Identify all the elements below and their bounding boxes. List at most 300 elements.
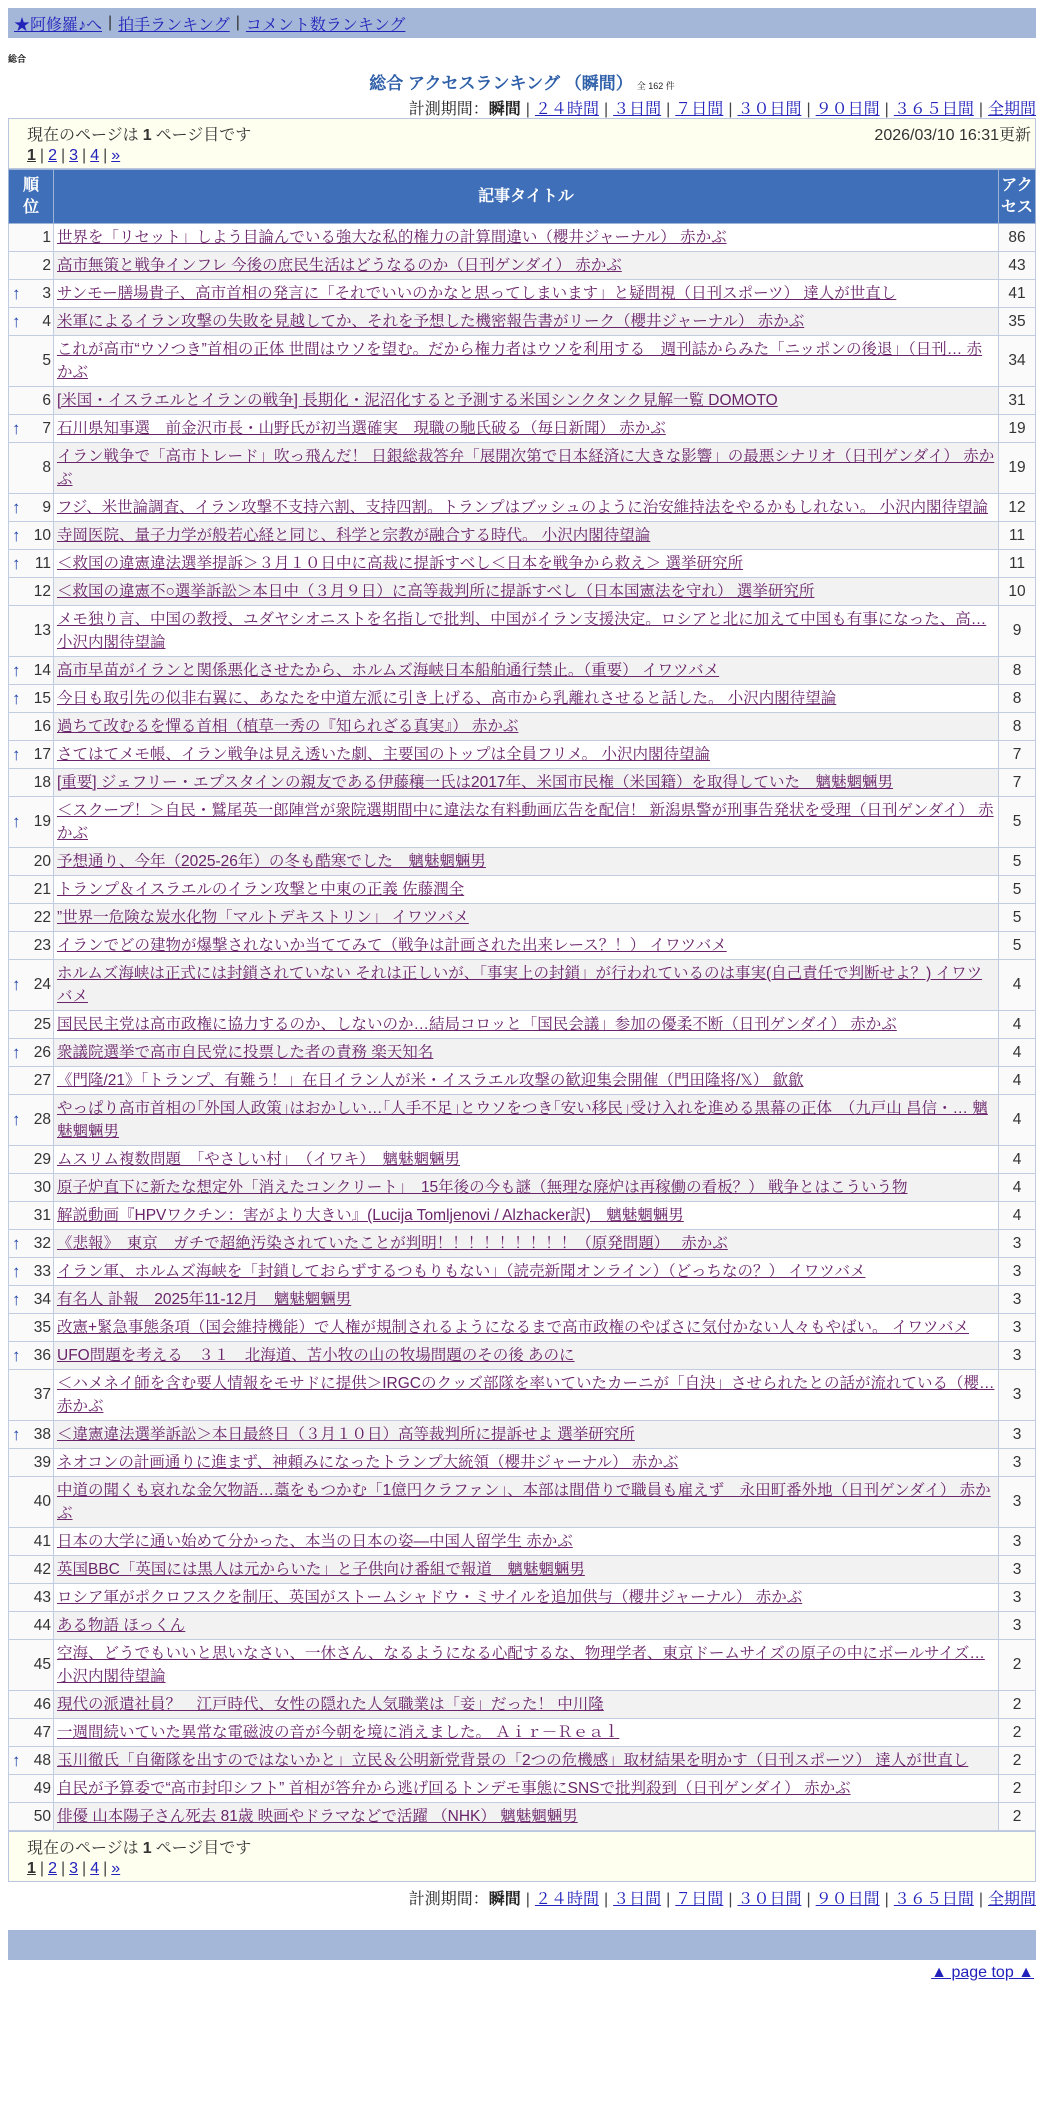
access-count: 19 bbox=[999, 443, 1036, 494]
article-link[interactable]: ロシア軍がポクロフスクを制圧、英国がストームシャドウ・ミサイルを追加供与（櫻井ジャーナル） 赤かぶ bbox=[57, 1589, 803, 1606]
page-link[interactable]: 3 bbox=[69, 1860, 79, 1877]
period-separator: | bbox=[525, 101, 530, 118]
table-row bbox=[9, 308, 1036, 336]
table-row bbox=[9, 415, 1036, 443]
table-row bbox=[9, 387, 1036, 415]
rank-cell bbox=[9, 1146, 54, 1174]
comment-ranking-link[interactable]: コメント数ランキング bbox=[245, 16, 406, 34]
article-link[interactable]: 中道の聞くも哀れな金欠物語…藁をもつかむ「1億円クラファン」、本部は間借りで職員も雇えず 永田町番外地（日刊ゲンダイ） 赤かぶ bbox=[57, 1482, 991, 1522]
period-selector-top bbox=[0, 96, 1044, 118]
rank-cell bbox=[9, 1230, 54, 1258]
title-cell bbox=[54, 769, 999, 797]
rank-number: 11 bbox=[34, 554, 51, 572]
title-cell bbox=[54, 1719, 999, 1747]
period-separator: | bbox=[978, 101, 983, 118]
table-row bbox=[9, 1286, 1036, 1314]
access-count: 3 bbox=[999, 1477, 1036, 1528]
access-count: 5 bbox=[999, 904, 1036, 932]
table-row bbox=[9, 876, 1036, 904]
access-count: 5 bbox=[999, 848, 1036, 876]
period-current: 瞬間 bbox=[488, 101, 521, 118]
page-separator: | bbox=[82, 147, 87, 164]
article-link[interactable]: 原子炉直下に新たな想定外「消えたコンクリート」 15年後の今も謎（無理な廃炉は再稼働の看板？） 戦争とはこういう物 bbox=[57, 1179, 908, 1196]
access-count: 4 bbox=[999, 1202, 1036, 1230]
rank-cell bbox=[9, 252, 54, 280]
table-row bbox=[9, 1067, 1036, 1095]
period-option-link[interactable]: ３６５日間 bbox=[893, 101, 974, 118]
access-count: 43 bbox=[999, 252, 1036, 280]
title-cell bbox=[54, 224, 999, 252]
article-link[interactable]: 国民民主党は高市政権に協力するのか、しないのか…結局コロッと「国民会議」参加の優柔不断（日刊ゲンダイ） 赤かぶ bbox=[57, 1016, 897, 1033]
table-row bbox=[9, 1039, 1036, 1067]
period-option-link[interactable]: ７日間 bbox=[675, 101, 724, 118]
access-count: 4 bbox=[999, 1067, 1036, 1095]
rank-number: 7 bbox=[42, 419, 51, 437]
article-link[interactable]: サンモー膳場貴子、高市首相の発言に「それでいいのかなと思ってしまいます」と疑問視（日刊スポーツ） 達人が世直し bbox=[57, 285, 897, 302]
title-cell bbox=[54, 1421, 999, 1449]
period-separator: | bbox=[884, 1891, 889, 1908]
article-link[interactable]: ある物語 ほっくん bbox=[57, 1617, 186, 1634]
rank-cell bbox=[9, 606, 54, 657]
title-cell bbox=[54, 1449, 999, 1477]
rank-number: 25 bbox=[33, 1015, 51, 1033]
article-link[interactable]: 寺岡医院、量子力学が般若心経と同じ、科学と宗教が融合する時代。 小沢内閣待望論 bbox=[57, 527, 651, 544]
title-cell bbox=[54, 1640, 999, 1691]
rank-cell bbox=[9, 1421, 54, 1449]
rank-cell bbox=[9, 685, 54, 713]
access-count: 3 bbox=[999, 1449, 1036, 1477]
rank-up-arrow-icon: ↑ bbox=[12, 1233, 21, 1253]
title-cell bbox=[54, 1314, 999, 1342]
period-option-link[interactable]: ３０日間 bbox=[737, 1891, 802, 1908]
article-link[interactable]: これが高市“ウソつき”首相の正体 世間はウソを望む。だから権力者はウソを利用する 週刊誌からみた「ニッポンの後退」（日刊… 赤かぶ bbox=[57, 341, 983, 381]
rank-number: 34 bbox=[33, 1290, 51, 1308]
rank-number: 20 bbox=[33, 852, 51, 870]
article-link[interactable]: 過ちて改むるを憚る首相（植草一秀の『知られざる真実』） 赤かぶ bbox=[57, 718, 519, 735]
article-link[interactable]: 今日も取引先の似非右翼に、あなたを中道左派に引き上げる、高市から乳離れさせると話した。 小沢内閣待望論 bbox=[57, 690, 837, 707]
access-count: 5 bbox=[999, 932, 1036, 960]
title-cell bbox=[54, 1584, 999, 1612]
rank-number: 33 bbox=[33, 1262, 51, 1280]
rank-number: 29 bbox=[33, 1150, 51, 1168]
table-row bbox=[9, 685, 1036, 713]
page-separator: | bbox=[60, 1860, 66, 1877]
title-cell bbox=[54, 1370, 999, 1421]
clap-ranking-link[interactable]: 拍手ランキング bbox=[118, 16, 230, 34]
article-link[interactable]: 英国BBC「英国には黒人は元からいた」と子供向け番組で報道 魑魅魍魎男 bbox=[57, 1561, 585, 1578]
rank-cell bbox=[9, 1528, 54, 1556]
article-link[interactable]: 現代の派遣社員？ 江戸時代、女性の隠れた人気職業は「妾」だった！ 中川隆 bbox=[57, 1696, 604, 1713]
rank-number: 5 bbox=[42, 352, 51, 369]
period-option-link[interactable]: 全期間 bbox=[987, 1891, 1036, 1908]
access-count: 3 bbox=[999, 1528, 1036, 1556]
article-link[interactable]: 俳優 山本陽子さん死去 81歳 映画やドラマなどで活躍 （NHK） 魑魅魍魎男 bbox=[57, 1808, 578, 1825]
access-count: 8 bbox=[999, 657, 1036, 685]
title-cell bbox=[54, 550, 999, 578]
rank-up-arrow-icon: ↑ bbox=[12, 660, 21, 680]
title-cell bbox=[54, 1011, 999, 1039]
rank-number: 26 bbox=[33, 1043, 51, 1061]
page-separator: | bbox=[82, 1860, 87, 1877]
article-link[interactable]: 自民が予算委で“高市封印シフト” 首相が答弁から逃げ回るトンデモ事態にSNSで批判殺到（日刊ゲンダイ） 赤かぶ bbox=[57, 1780, 851, 1797]
page-link[interactable]: 4 bbox=[90, 147, 100, 164]
page-link[interactable]: 2 bbox=[48, 147, 57, 164]
article-link[interactable]: 石川県知事選 前金沢市長・山野氏が初当選確実 現職の馳氏破る（毎日新聞） 赤かぶ bbox=[57, 420, 666, 437]
rank-cell bbox=[9, 1640, 54, 1691]
access-count: 5 bbox=[999, 876, 1036, 904]
rank-up-arrow-icon: ↑ bbox=[12, 553, 21, 573]
rank-up-arrow-icon: ↑ bbox=[12, 311, 21, 331]
table-row bbox=[9, 713, 1036, 741]
table-row bbox=[9, 848, 1036, 876]
title-cell bbox=[54, 797, 999, 848]
access-count: 9 bbox=[999, 606, 1036, 657]
title-cell bbox=[54, 494, 999, 522]
table-row bbox=[9, 522, 1036, 550]
title-cell bbox=[54, 1477, 999, 1528]
rank-number: 19 bbox=[33, 813, 51, 830]
period-option-link[interactable]: ７日間 bbox=[675, 1891, 724, 1908]
article-link[interactable]: 一週間続いていた異常な電磁波の音が今朝を境に消えました。 Ａｉｒ－Ｒｅａｌ bbox=[57, 1724, 620, 1741]
page-top-link[interactable]: ▲ page top ▲ bbox=[931, 1964, 1034, 1981]
rank-cell bbox=[9, 415, 54, 443]
page-link[interactable]: 2 bbox=[48, 1860, 57, 1877]
rank-number: 10 bbox=[33, 526, 51, 544]
rank-number: 9 bbox=[42, 498, 51, 516]
access-count: 7 bbox=[999, 769, 1036, 797]
article-link[interactable]: 高市無策と戦争インフレ 今後の庶民生活はどうなるのか（日刊ゲンダイ） 赤かぶ bbox=[57, 257, 622, 274]
page-separator: | bbox=[39, 147, 45, 164]
article-link[interactable]: さてはてメモ帳、イラン戦争は見え透いた劇、主要国のトップは全員フリメ。 小沢内閣待望論 bbox=[57, 746, 710, 763]
rank-header-text: 順位 bbox=[22, 176, 39, 216]
access-count: 35 bbox=[999, 308, 1036, 336]
rank-up-arrow-icon: ↑ bbox=[12, 744, 21, 764]
total-count: 全 162 件 bbox=[636, 81, 675, 91]
article-link[interactable]: [重要] ジェフリー・エプスタインの親友である伊藤穰一氏は2017年、米国市民権（米国籍）を取得していた 魑魅魍魎男 bbox=[57, 774, 894, 791]
pager-top bbox=[8, 118, 1036, 169]
rank-number: 45 bbox=[33, 1656, 51, 1673]
title-column-header: 記事タイトル bbox=[54, 170, 999, 224]
article-link[interactable]: ”世界一危険な炭水化物「マルトデキストリン」 イワツバメ bbox=[57, 909, 469, 926]
period-option-link[interactable]: ９０日間 bbox=[815, 101, 880, 118]
table-row bbox=[9, 769, 1036, 797]
article-link[interactable]: UFO問題を考える ３１ 北海道、苫小牧の山の牧場問題のその後 あのに bbox=[57, 1347, 575, 1364]
period-separator: | bbox=[666, 1891, 671, 1908]
title-cell bbox=[54, 1230, 999, 1258]
table-row bbox=[9, 1174, 1036, 1202]
top-nav-bar bbox=[8, 8, 1036, 38]
article-link[interactable]: ＜違憲違法選挙訴訟＞本日最終日（３月１０日）高等裁判所に提訴せよ 選挙研究所 bbox=[57, 1426, 635, 1443]
table-row bbox=[9, 1421, 1036, 1449]
access-count: 3 bbox=[999, 1421, 1036, 1449]
access-header-text: アクセス bbox=[1001, 176, 1034, 216]
access-count: 4 bbox=[999, 960, 1036, 1011]
rank-cell bbox=[9, 522, 54, 550]
page-separator: | bbox=[103, 147, 108, 164]
period-option-link[interactable]: ３０日間 bbox=[737, 101, 802, 118]
rank-cell bbox=[9, 1719, 54, 1747]
access-count: 7 bbox=[999, 741, 1036, 769]
access-count: 3 bbox=[999, 1314, 1036, 1342]
rank-cell bbox=[9, 578, 54, 606]
title-cell bbox=[54, 606, 999, 657]
current-page-suffix: ページ目です bbox=[155, 127, 252, 144]
period-option-link[interactable]: ３６５日間 bbox=[893, 1891, 974, 1908]
rank-number: 28 bbox=[33, 1111, 51, 1128]
access-count: 41 bbox=[999, 280, 1036, 308]
article-link[interactable]: 日本の大学に通い始めて分かった、本当の日本の姿—中国人留学生 赤かぶ bbox=[57, 1533, 573, 1550]
title-cell bbox=[54, 308, 999, 336]
table-row bbox=[9, 1370, 1036, 1421]
page-current: 1 bbox=[27, 1860, 36, 1877]
rank-number: 41 bbox=[33, 1532, 51, 1550]
period-separator: | bbox=[806, 1891, 811, 1908]
table-row bbox=[9, 1477, 1036, 1528]
article-link[interactable]: フジ、米世論調査、イラン攻撃不支持六割、支持四割。トランプはブッシュのように治安維持法をやるかもしれない。 小沢内閣待望論 bbox=[57, 499, 989, 516]
rank-cell bbox=[9, 1449, 54, 1477]
rank-cell bbox=[9, 1039, 54, 1067]
title-cell bbox=[54, 415, 999, 443]
rank-number: 17 bbox=[33, 745, 51, 763]
title-cell bbox=[54, 1612, 999, 1640]
article-link[interactable]: やっぱり高市首相の｢外国人政策｣はおかしい…｢人手不足｣とウソをつき｢安い移民｣受け入れを進める黒幕の正体 （九戸山 昌信・… 魑魅魍魎男 bbox=[57, 1100, 988, 1140]
article-link[interactable]: 解説動画『HPVワクチン：害がより大きい』(Lucija Tomljenovi / Alzhacker訳) 魑魅魍魎男 bbox=[57, 1207, 684, 1224]
rank-number: 8 bbox=[42, 459, 51, 476]
article-link[interactable]: 玉川徹氏「自衛隊を出すのではないかと」立民＆公明新党背景の「2つの危機感」取材結果を明かす（日刊スポーツ） 達人が世直し bbox=[57, 1752, 969, 1769]
title-cell bbox=[54, 1528, 999, 1556]
current-page-text bbox=[27, 1835, 1027, 1858]
period-separator: | bbox=[978, 1891, 983, 1908]
page-links bbox=[27, 1860, 1027, 1878]
rank-number: 42 bbox=[33, 1560, 51, 1578]
title-cell bbox=[54, 876, 999, 904]
rank-cell bbox=[9, 280, 54, 308]
table-row bbox=[9, 932, 1036, 960]
period-label: 計測期間： bbox=[408, 1891, 489, 1908]
page-separator: | bbox=[103, 1860, 108, 1877]
rank-number: 15 bbox=[33, 689, 51, 707]
article-link[interactable]: 衆議院選挙で高市自民党に投票した者の責務 楽天知名 bbox=[57, 1044, 434, 1061]
current-page-suffix: ページ目です bbox=[155, 1840, 252, 1857]
rank-number: 23 bbox=[33, 936, 51, 954]
table-row bbox=[9, 1584, 1036, 1612]
table-row bbox=[9, 443, 1036, 494]
table-row bbox=[9, 1556, 1036, 1584]
table-row bbox=[9, 1691, 1036, 1719]
title-cell bbox=[54, 1286, 999, 1314]
rank-number: 2 bbox=[42, 256, 51, 274]
article-link[interactable]: ＜スクープ！＞自民・鷲尾英一郎陣営が衆院選期間中に違法な有料動画広告を配信！ 新潟県警が刑事告発状を受理（日刊ゲンダイ） 赤かぶ bbox=[57, 802, 994, 842]
table-row bbox=[9, 550, 1036, 578]
article-link[interactable]: 改憲+緊急事態条項（国会維持機能）で人権が規制されるようになるまで高市政権のやばさに気付かない人々もやばい。 イワツバメ bbox=[57, 1319, 970, 1336]
article-link[interactable]: 《門隆/21》「トランプ、有難う！」在日イラン人が米・イスラエル攻撃の歓迎集会開催（門田隆将/𝕏） 歙歙 bbox=[57, 1072, 804, 1089]
rank-number: 49 bbox=[33, 1779, 51, 1797]
article-link[interactable]: 米軍によるイラン攻撃の失敗を見越してか、それを予想した機密報告書がリーク（櫻井ジャーナル） 赤かぶ bbox=[57, 313, 805, 330]
rank-cell bbox=[9, 1775, 54, 1803]
bottom-bar bbox=[8, 1930, 1036, 1960]
title-cell bbox=[54, 1747, 999, 1775]
article-link[interactable]: トランプ＆イスラエルのイラン攻撃と中東の正義 佐藤潤全 bbox=[57, 881, 465, 898]
table-row bbox=[9, 904, 1036, 932]
access-count: 34 bbox=[999, 336, 1036, 387]
period-option-link[interactable]: ２４時間 bbox=[534, 101, 599, 118]
ranking-table bbox=[8, 169, 1036, 1831]
rank-cell bbox=[9, 550, 54, 578]
title-cell bbox=[54, 1258, 999, 1286]
nav-separator: | bbox=[235, 14, 240, 31]
nav-separator: | bbox=[108, 14, 113, 31]
rank-number: 3 bbox=[42, 284, 51, 302]
title-cell bbox=[54, 1146, 999, 1174]
title-cell bbox=[54, 578, 999, 606]
rank-cell bbox=[9, 1556, 54, 1584]
article-link[interactable]: 空海、どうでもいいと思いなさい、一休さん、なるようになる心配するな、物理学者、東京ドームサイズの原子の中にボールサイズ… 小沢内閣待望論 bbox=[57, 1645, 985, 1685]
title-cell bbox=[54, 1174, 999, 1202]
access-count: 3 bbox=[999, 1584, 1036, 1612]
article-link[interactable]: イラン戦争で「高市トレード」吹っ飛んだ！ 日銀総裁答弁「展開次第で日本経済に大きな影響」の最悪シナリオ（日刊ゲンダイ） 赤かぶ bbox=[57, 448, 995, 488]
rank-cell bbox=[9, 1803, 54, 1831]
article-link[interactable]: ＜救国の違憲不○選挙訴訟＞本日中（３月９日）に高等裁判所に提訴すべし（日本国憲法を守れ） 選挙研究所 bbox=[57, 583, 815, 600]
article-link[interactable]: ネオコンの計画通りに進まず、神頼みになったトランプ大統領（櫻井ジャーナル） 赤かぶ bbox=[57, 1454, 679, 1471]
rank-number: 27 bbox=[33, 1071, 51, 1089]
rank-cell bbox=[9, 876, 54, 904]
access-count: 5 bbox=[999, 797, 1036, 848]
rank-cell bbox=[9, 1095, 54, 1146]
rank-cell bbox=[9, 1258, 54, 1286]
rank-number: 21 bbox=[33, 880, 51, 898]
rank-number: 30 bbox=[33, 1178, 51, 1196]
rank-number: 39 bbox=[33, 1453, 51, 1471]
rank-number: 6 bbox=[42, 391, 51, 409]
article-link[interactable]: 《悲報》 東京 ガチで超絶汚染されていたことが判明！！！！！！！！！（原発問題） 赤かぶ bbox=[57, 1235, 728, 1252]
table-row bbox=[9, 657, 1036, 685]
rank-up-arrow-icon: ↑ bbox=[12, 1261, 21, 1281]
home-link[interactable]: ★阿修羅♪へ bbox=[14, 16, 103, 34]
article-link[interactable]: ムスリム複数問題 「やさしい村」 （イワキ） 魑魅魍魎男 bbox=[57, 1151, 461, 1168]
table-row bbox=[9, 578, 1036, 606]
period-separator: | bbox=[806, 101, 811, 118]
title-cell bbox=[54, 1202, 999, 1230]
page-link[interactable]: 3 bbox=[69, 147, 79, 164]
rank-cell bbox=[9, 1202, 54, 1230]
article-link[interactable]: メモ独り言、中国の教授、ユダヤシオニストを名指しで批判、中国がイラン支援決定。ロシアと北に加えて中国も有事になった、高… 小沢内閣待望論 bbox=[57, 611, 987, 651]
rank-cell bbox=[9, 1174, 54, 1202]
rank-number: 18 bbox=[33, 773, 51, 791]
rank-number: 4 bbox=[42, 312, 51, 330]
access-count: 3 bbox=[999, 1556, 1036, 1584]
access-count: 12 bbox=[999, 494, 1036, 522]
article-link[interactable]: イランでどの建物が爆撃されないか当ててみて（戦争は計画された出来レース？！） イワツバメ bbox=[57, 937, 727, 954]
rank-number: 46 bbox=[33, 1695, 51, 1713]
rank-up-arrow-icon: ↑ bbox=[12, 525, 21, 545]
table-row bbox=[9, 1146, 1036, 1174]
rank-cell bbox=[9, 1314, 54, 1342]
rank-cell bbox=[9, 336, 54, 387]
article-link[interactable]: 有名人 訃報 2025年11-12月 魑魅魍魎男 bbox=[57, 1291, 352, 1308]
pager-bottom bbox=[8, 1831, 1036, 1882]
access-count: 3 bbox=[999, 1258, 1036, 1286]
access-count: 8 bbox=[999, 685, 1036, 713]
article-link[interactable]: [米国・イスラエルとイランの戦争] 長期化・泥沼化すると予測する米国シンクタンク見解一覧 DOMOTO bbox=[57, 392, 778, 409]
access-count: 4 bbox=[999, 1146, 1036, 1174]
period-separator: | bbox=[884, 101, 889, 118]
rank-up-arrow-icon: ↑ bbox=[12, 1289, 21, 1309]
table-row bbox=[9, 1719, 1036, 1747]
rank-cell bbox=[9, 848, 54, 876]
rank-number: 13 bbox=[33, 622, 51, 639]
article-link[interactable]: 高市早苗がイランと関係悪化させたから、ホルムズ海峡日本船舶通行禁止。（重要） イワツバメ bbox=[57, 662, 720, 679]
access-column-header bbox=[999, 170, 1036, 224]
article-link[interactable]: 世界を「リセット」しよう目論んでいる強大な私的権力の計算間違い（櫻井ジャーナル） 赤かぶ bbox=[57, 229, 727, 246]
rank-number: 38 bbox=[33, 1425, 51, 1443]
rank-cell bbox=[9, 1342, 54, 1370]
rank-cell bbox=[9, 1286, 54, 1314]
period-option-link[interactable]: ３日間 bbox=[613, 101, 662, 118]
rank-cell bbox=[9, 769, 54, 797]
period-option-link[interactable]: ３日間 bbox=[613, 1891, 662, 1908]
period-current: 瞬間 bbox=[488, 1891, 521, 1908]
article-link[interactable]: ホルムズ海峡は正式には封鎖されていない それは正しいが、「事実上の封鎖」が行われているのは事実(自己責任で判断せよ？) イワツバメ bbox=[57, 965, 983, 1005]
current-page-number: 1 bbox=[142, 127, 152, 144]
rank-number: 32 bbox=[33, 1234, 51, 1252]
table-row bbox=[9, 1640, 1036, 1691]
title-cell bbox=[54, 685, 999, 713]
article-link[interactable]: ＜ハメネイ師を含む要人情報をモサドに提供＞IRGCのクッズ部隊を率いていたカーニが「自決」させられたとの話が流れている（櫻… 赤かぶ bbox=[57, 1375, 995, 1415]
page-link[interactable]: 4 bbox=[90, 1860, 100, 1877]
period-selector-bottom bbox=[0, 1886, 1044, 1908]
period-separator: | bbox=[728, 1891, 733, 1908]
access-count: 4 bbox=[999, 1174, 1036, 1202]
rank-cell bbox=[9, 1011, 54, 1039]
rank-up-arrow-icon: ↑ bbox=[12, 1110, 21, 1129]
article-link[interactable]: 予想通り、今年（2025-26年）の冬も酷寒でした 魑魅魍魎男 bbox=[57, 853, 486, 870]
access-count: 2 bbox=[999, 1719, 1036, 1747]
title-cell bbox=[54, 522, 999, 550]
rank-cell bbox=[9, 494, 54, 522]
next-page-link[interactable]: » bbox=[111, 1860, 121, 1877]
current-page-number: 1 bbox=[142, 1840, 152, 1857]
rank-cell bbox=[9, 1747, 54, 1775]
access-count: 2 bbox=[999, 1691, 1036, 1719]
period-option-link[interactable]: ９０日間 bbox=[815, 1891, 880, 1908]
period-separator: | bbox=[666, 101, 671, 118]
rank-cell bbox=[9, 932, 54, 960]
period-option-link[interactable]: ２４時間 bbox=[534, 1891, 599, 1908]
page-title-text: 総合 アクセスランキング （瞬間） bbox=[369, 74, 633, 93]
title-cell bbox=[54, 443, 999, 494]
table-row bbox=[9, 1314, 1036, 1342]
article-link[interactable]: イラン軍、ホルムズ海峡を「封鎖しておらずするつもりもない」（読売新聞オンライン）（どっちなの？） イワツバメ bbox=[57, 1263, 866, 1280]
access-count: 3 bbox=[999, 1612, 1036, 1640]
article-link[interactable]: ＜救国の違憲違法選挙提訴＞３月１０日中に高裁に提訴すべし＜日本を戦争から救え＞ 選挙研究所 bbox=[57, 555, 743, 572]
rank-cell bbox=[9, 1370, 54, 1421]
period-option-link[interactable]: 全期間 bbox=[987, 101, 1036, 118]
table-row bbox=[9, 1449, 1036, 1477]
access-count: 2 bbox=[999, 1803, 1036, 1831]
title-cell bbox=[54, 657, 999, 685]
next-page-link[interactable]: » bbox=[111, 147, 121, 164]
rank-number: 35 bbox=[33, 1318, 51, 1336]
title-cell bbox=[54, 848, 999, 876]
table-header-row bbox=[9, 170, 1036, 224]
table-row bbox=[9, 1775, 1036, 1803]
table-row bbox=[9, 1230, 1036, 1258]
rank-cell bbox=[9, 443, 54, 494]
table-row bbox=[9, 797, 1036, 848]
rank-number: 14 bbox=[33, 661, 51, 679]
access-count: 2 bbox=[999, 1747, 1036, 1775]
access-count: 3 bbox=[999, 1342, 1036, 1370]
